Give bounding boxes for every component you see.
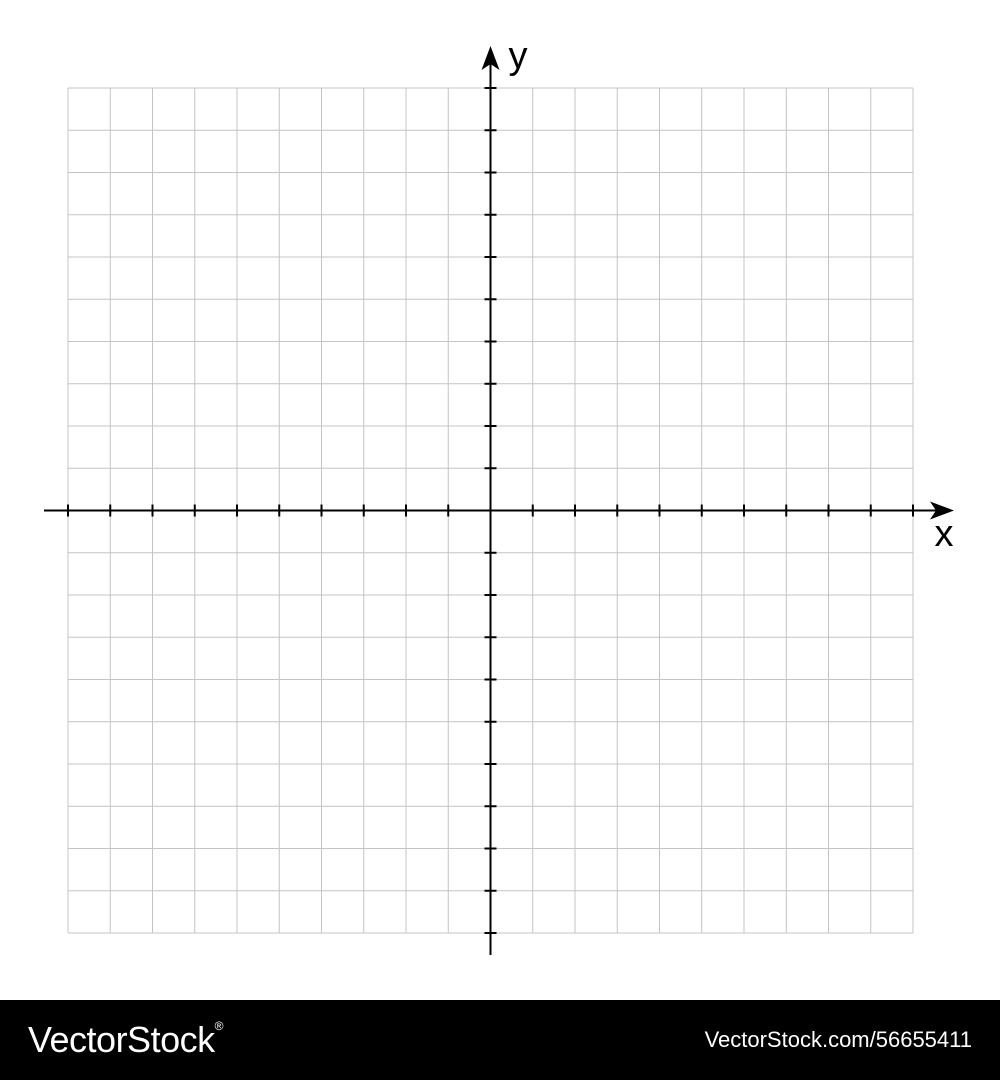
registered-mark: ® (214, 1019, 223, 1033)
image-id-label: VectorStock.com/56655411 (704, 1027, 972, 1052)
x-axis-label: x (934, 513, 954, 555)
y-axis-label: y (508, 35, 528, 77)
axes (44, 46, 954, 955)
watermark-bar (0, 1000, 1000, 1080)
vectorstock-logo (28, 1019, 223, 1061)
brand-name: VectorStock (28, 1019, 215, 1060)
